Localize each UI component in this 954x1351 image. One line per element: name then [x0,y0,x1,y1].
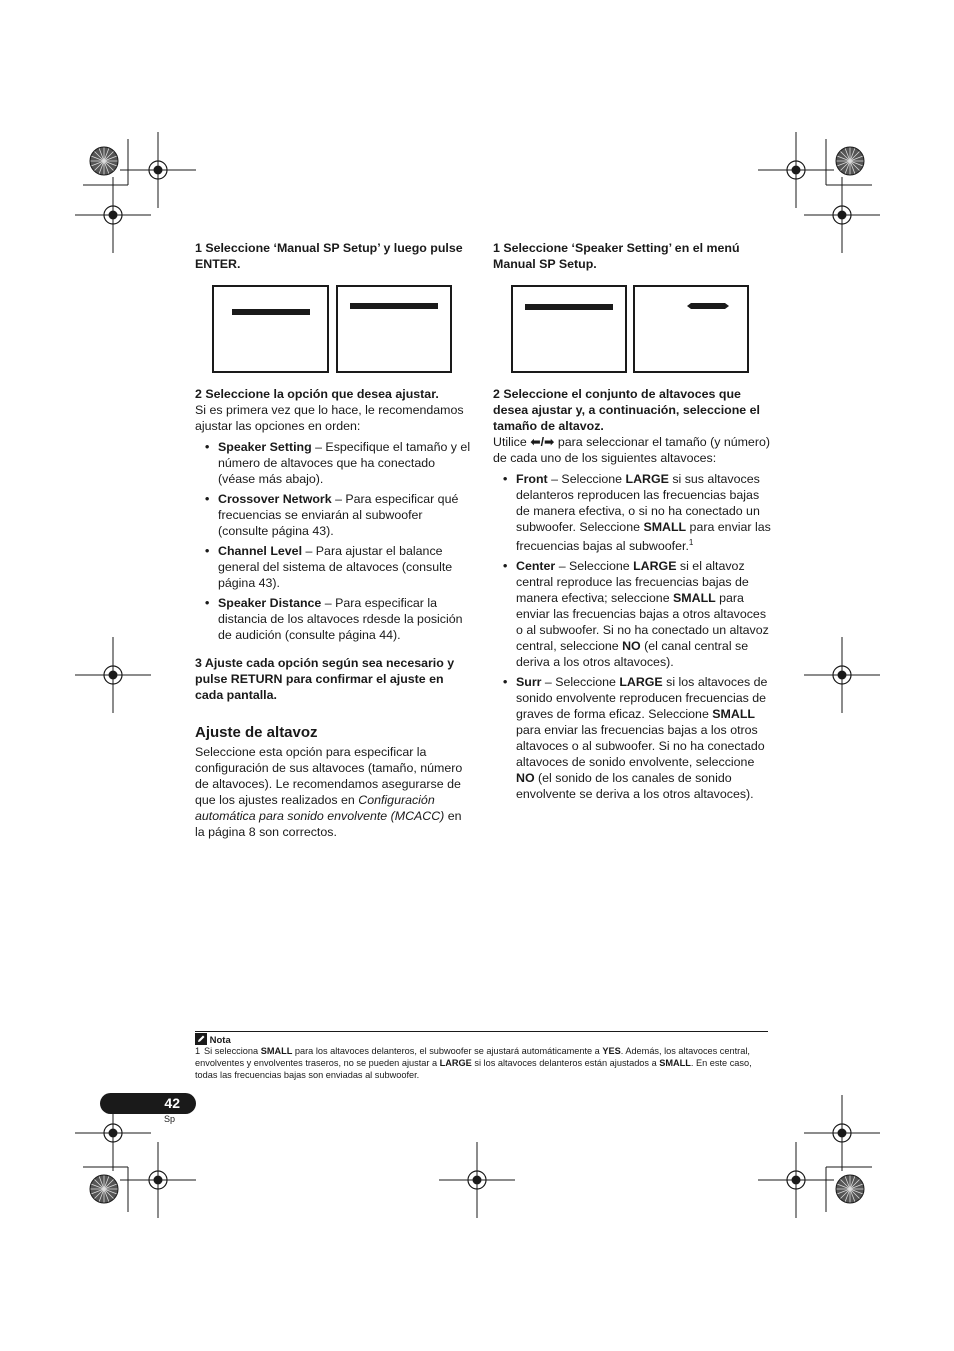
note-divider [195,1031,768,1032]
note-label: Nota [209,1035,231,1046]
note-keyword: SMALL [659,1058,691,1068]
note-pencil-icon [195,1033,207,1045]
bullet-desc: – Seleccione [541,675,620,690]
bullet-speaker-distance [195,595,473,643]
right-step-1-heading: 1 Seleccione ‘Speaker Setting’ en el menú Manual SP Setup. [493,241,740,271]
right-step-2-heading: 2 Seleccione el conjunto de altavoces que desea ajustar y, a continuación, seleccione el tamaño de altavoz. [493,387,760,433]
bullet-desc: para enviar las frecuencias bajas al subwoofer. [516,520,771,554]
bullet-desc: si sus altavoces delanteros reproducen las frecuencias bajas de manera efectiva, o si no ha conectado un subwoofer. Seleccione [516,472,760,534]
bullet-term: Front [516,472,548,486]
screen-highlight-bar [232,309,310,315]
section-text-end: en la página 8 son correctos. [195,809,462,839]
note-number: 1 [195,1046,201,1056]
bullet-desc: – Seleccione [555,559,634,574]
screen-highlight-bar [350,303,438,309]
step-3-heading: 3 Ajuste cada opción según sea necesario y pulse RETURN para confirmar el ajuste en cada pantalla. [195,656,455,702]
keyword-small: SMALL [643,520,687,534]
note-keyword: SMALL [260,1046,293,1056]
note-part: . En este caso, todas las frecuencias bajas son enviadas al subwoofer. [195,1058,752,1080]
right-column-body [493,386,771,806]
bullet-desc: para enviar las frecuencias bajas a otros altavoces o al subwoofer. Si no ha conectado un altavoz central, seleccione [516,591,769,654]
note-part: . Además, los altavoces central, envolventes y envolventes traseros, no se pueden ajustar a [195,1046,750,1068]
keyword-small: SMALL [712,707,755,722]
bullet-center [493,558,771,670]
screen-speaker-setting-1 [511,285,627,373]
bullet-desc: – Especifique el tamaño y el número de altavoces que ha conectado (véase más abajo). [218,440,471,486]
bullet-crossover-network [195,491,473,539]
step-1-heading: 1 Seleccione ‘Manual SP Setup’ y luego pulse ENTER. [195,241,463,271]
keyword-large: LARGE [633,559,677,574]
bullet-term: Speaker Setting [218,440,312,454]
bullet-front [493,471,771,554]
bullet-term: Center [516,559,556,574]
bullet-desc: – Seleccione [547,472,626,486]
bullet-channel-level [195,543,473,591]
bullet-desc: (el canal central se deriva a los otros altavoces). [516,639,749,670]
bullet-desc: si el altavoz central reproduce las frecuencias bajas de manera efectiva; seleccione [516,559,749,606]
utilice-text: Utilice [493,435,531,449]
utilice-text-2: para seleccionar el tamaño (y número) de cada uno de los siguientes altavoces: [493,435,770,465]
bullet-term: Surr [516,675,542,690]
bullet-desc: – Para ajustar el balance general del sistema de altavoces (consulte página 43). [218,544,453,590]
keyword-no: NO [516,771,535,786]
keyword-large: LARGE [625,472,669,486]
mcacc-reference: Configuración automática para sonido envolvente (MCACC) [195,793,445,823]
left-right-arrows-icon: ⬅/➡ [530,435,555,449]
bullet-desc: si los altavoces de sonido envolvente reproducen frecuencias de graves de forma eficaz. Seleccione [516,675,768,722]
screen-manual-sp-setup-1 [212,285,329,373]
section-paragraph [195,744,467,840]
page-number: 42 [164,1095,180,1111]
bullet-speaker-setting [195,439,473,487]
step-2-heading: 2 Seleccione la opción que desea ajustar. [195,387,439,401]
bullet-desc: – Para especificar la distancia de los altavoces rdesde la posición de audición (consulte página 44). [218,596,463,642]
page-number-badge [100,1093,196,1114]
bullet-term: Channel Level [218,544,303,558]
footnote-ref: 1 [688,538,694,547]
screen-highlight-bar [525,304,613,310]
right-column [493,240,771,272]
screen-manual-sp-setup-2 [336,285,452,373]
left-column-body [195,386,473,703]
note-text [195,1045,770,1081]
left-column [195,240,473,272]
note-keyword: YES [602,1046,621,1056]
note-part: Si selecciona [204,1046,261,1056]
utilice-paragraph [493,434,771,466]
bullet-desc: – Para especificar qué frecuencias se enviarán al subwoofer (consulte página 43). [218,492,459,538]
note-part: para los altavoces delanteros, el subwoofer se ajustará automáticamente a [292,1046,603,1056]
keyword-no: NO [622,639,641,654]
note-part: si los altavoces delanteros están ajustados a [471,1058,660,1068]
section-body [195,744,467,840]
keyword-large: LARGE [619,675,663,690]
bullet-desc: (el sonido de los canales de sonido envolvente se deriva a los otros altavoces). [516,771,754,802]
selector-arrow-icon [687,301,729,311]
page-language: Sp [164,1114,176,1124]
bullet-term: Crossover Network [218,492,332,506]
section-text: Seleccione esta opción para especificar la configuración de sus altavoces (tamaño, número de altavoces). Le recomendamos asegurarse de que los ajustes realizados en [195,745,463,807]
note-keyword: LARGE [439,1058,472,1068]
bullet-surr [493,674,771,802]
keyword-small: SMALL [673,591,716,606]
bullet-desc: para enviar las frecuencias bajas a los otros altavoces o al subwoofer. Si no ha conectado altavoces de sonido envolvente, seleccione [516,723,765,770]
screen-speaker-setting-2 [633,285,749,373]
step-2-text: Si es primera vez que lo hace, le recomendamos ajustar las opciones en orden: [195,403,464,433]
bullet-term: Speaker Distance [218,596,322,610]
section-title: Ajuste de altavoz [195,724,318,741]
